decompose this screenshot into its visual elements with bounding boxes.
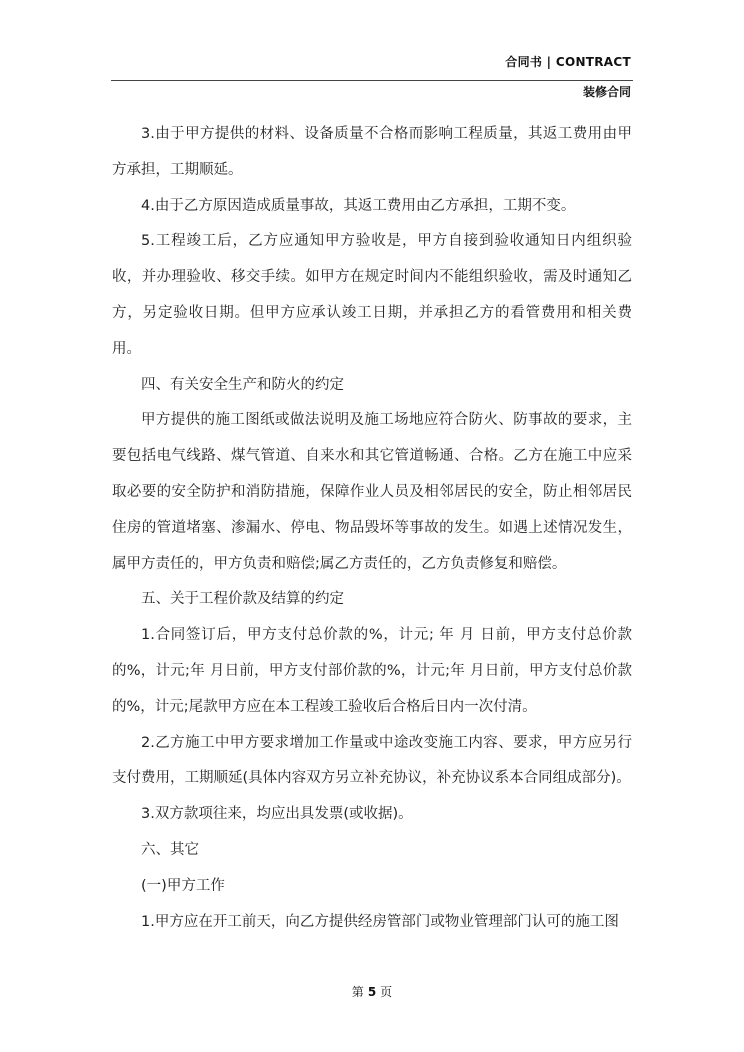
section-heading-other: 六、其它 [141, 841, 199, 858]
section-heading-safety: 四、有关安全生产和防火的约定 [141, 376, 344, 393]
paragraph-safety: 甲方提供的施工图纸或做法说明及施工场地应符合防火、防事故的要求，主要包括电气线路、煤气管道、自来水和其它管道畅通、合格。乙方在施工中应采取必要的安全防护和消防措施，保障作业人员及相邻居民的安全，防止相邻居民住房的管道堵塞、渗漏水、停电、物品毁坏等事故的发生。如遇上述情况发生，属甲方责任的，甲方负责和赔偿;属乙方责任的，乙方负责修复和赔偿。 [112, 412, 632, 572]
header-divider [111, 80, 633, 81]
subheading-party-a-work: (一)甲方工作 [141, 877, 225, 894]
page-footer [0, 983, 744, 1000]
page-number: 5 [367, 985, 377, 999]
paragraph-payment-2: 2.乙方施工中甲方要求增加工作量或中途改变施工内容、要求，甲方应另行支付费用，工期顺延(具体内容双方另立补充协议，补充协议系本合同组成部分)。 [112, 734, 632, 787]
header-subtitle: 装修合同 [582, 85, 631, 99]
paragraph-payment-1: 1.合同签订后，甲方支付总价款的%，计元; 年 月 日前，甲方支付总价款的%，计元;年 月日前，甲方支付部价款的%，计元;年 月日前，甲方支付总价款的%，计元;尾款甲方应在本工程竣工验收后合格后日内一次付清。 [112, 627, 632, 715]
paragraph-clause-4: 4.由于乙方原因造成质量事故，其返工费用由乙方承担，工期不变。 [141, 197, 576, 214]
paragraph-payment-3: 3.双方款项往来，均应出具发票(或收据)。 [141, 806, 413, 823]
footer-suffix: 页 [380, 985, 393, 999]
header-title: 合同书 | CONTRACT [505, 55, 631, 69]
paragraph-party-a-1: 1.甲方应在开工前天，向乙方提供经房管部门或物业管理部门认可的施工图 [141, 913, 619, 930]
footer-prefix: 第 [351, 985, 364, 999]
document-body [112, 117, 632, 940]
section-heading-payment: 五、关于工程价款及结算的约定 [141, 591, 344, 608]
paragraph-clause-5: 5.工程竣工后，乙方应通知甲方验收是，甲方自接到验收通知日内组织验收，并办理验收、移交手续。如甲方在规定时间内不能组织验收，需及时通知乙方，另定验收日期。但甲方应承认竣工日期，并承担乙方的看管费用和相关费用。 [112, 233, 632, 357]
paragraph-clause-3: 3.由于甲方提供的材料、设备质量不合格而影响工程质量，其返工费用由甲方承担，工期顺延。 [112, 126, 632, 178]
